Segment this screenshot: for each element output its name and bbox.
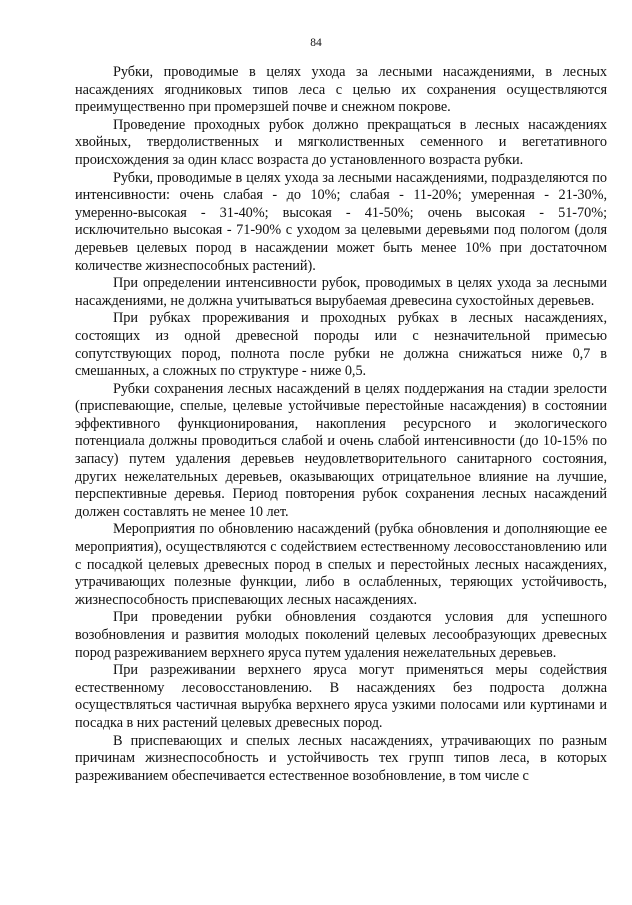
paragraph-density-limits: При рубках прореживания и проходных рубках в лесных насаждениях, состоящих из одной древесной породы или с незначительной примесью сопутствующих пород, полнота после рубки не должна снижаться ниже 0,7 в смешанных, а сложных по структуре - ниже 0,5. — [75, 310, 607, 380]
paragraph-dead-wood-exclusion: При определении интенсивности рубок, проводимых в целях ухода за лесными насаждениями, не должна учитываться вырубаемая древесина сухостойных деревьев. — [75, 275, 607, 309]
paragraph-thinning-berry-forests: Рубки, проводимые в целях ухода за лесными насаждениями, в лесных насаждениях ягодниковых типов леса с целью их сохранения осуществляются преимущественно при промерзшей почве и снежном покрове. — [75, 64, 607, 116]
paragraph-passage-cuttings-stop: Проведение проходных рубок должно прекращаться в лесных насаждениях хвойных, твердолиственных и мягколиственных семенного и вегетативного происхождения за один класс возраста до установленного возраста рубки. — [75, 116, 607, 168]
paragraph-renewal-measures: Мероприятия по обновлению насаждений (рубка обновления и дополняющие ее мероприятия), осуществляются с содействием естественному лесовосстановлению или с посадкой целевых древесных пород в спелых и перестойных лесных насаждениях, утрачивающих полезные функции, либо в ослабленных, теряющих устойчивость, жизнеспособность приспевающих лесных насаждениях. — [75, 521, 607, 608]
paragraph-renewal-conditions: При проведении рубки обновления создаются условия для успешного возобновления и развития молодых поколений целевых лесообразующих древесных пород разреживанием верхнего яруса путем удаления нежелательных деревьев. — [75, 609, 607, 661]
paragraph-upper-tier-thinning: При разреживании верхнего яруса могут применяться меры содействия естественному лесовосстановлению. В насаждениях без подроста должна осуществляться частичная вырубка верхнего яруса узкими полосами или куртинами и посадка в них растений целевых древесных пород. — [75, 662, 607, 731]
document-body — [75, 64, 607, 785]
paragraph-intensity-classes: Рубки, проводимые в целях ухода за лесными насаждениями, подразделяются по интенсивности: очень слабая - до 10%; слабая - 11-20%; умеренная - 21-30%, умеренно-высокая - 31-40%; высокая - 41-50%; очень высокая - 51-70%; исключительно высокая - 71-90% с уходом за целевыми деревьями под пологом (доля деревьев целевых пород в насаждении может быть менее 10% при достаточном количестве жизнеспособных растений). — [75, 169, 607, 274]
page-number: 84 — [310, 37, 322, 49]
paragraph-mature-stands: В приспевающих и спелых лесных насаждениях, утрачивающих по разным причинам жизнеспособность и устойчивость тех групп типов леса, в которых разреживанием обеспечивается естественное возобновление, в том числе с — [75, 732, 607, 784]
paragraph-conservation-cuttings: Рубки сохранения лесных насаждений в целях поддержания на стадии зрелости (приспевающие, спелые, целевые устойчивые перестойные насаждения) в состоянии эффективного функционирования, накопления ресурсного и экологического потенциала должны проводиться слабой и очень слабой интенсивности (до 10-15% по запасу) путем удаления деревьев неудовлетворительного санитарного состояния, других нежелательных деревьев, оказывающих отрицательное влияние на лучшие, перспективные деревья. Период повторения рубок сохранения лесных насаждений должен составлять не менее 10 лет. — [75, 380, 607, 520]
